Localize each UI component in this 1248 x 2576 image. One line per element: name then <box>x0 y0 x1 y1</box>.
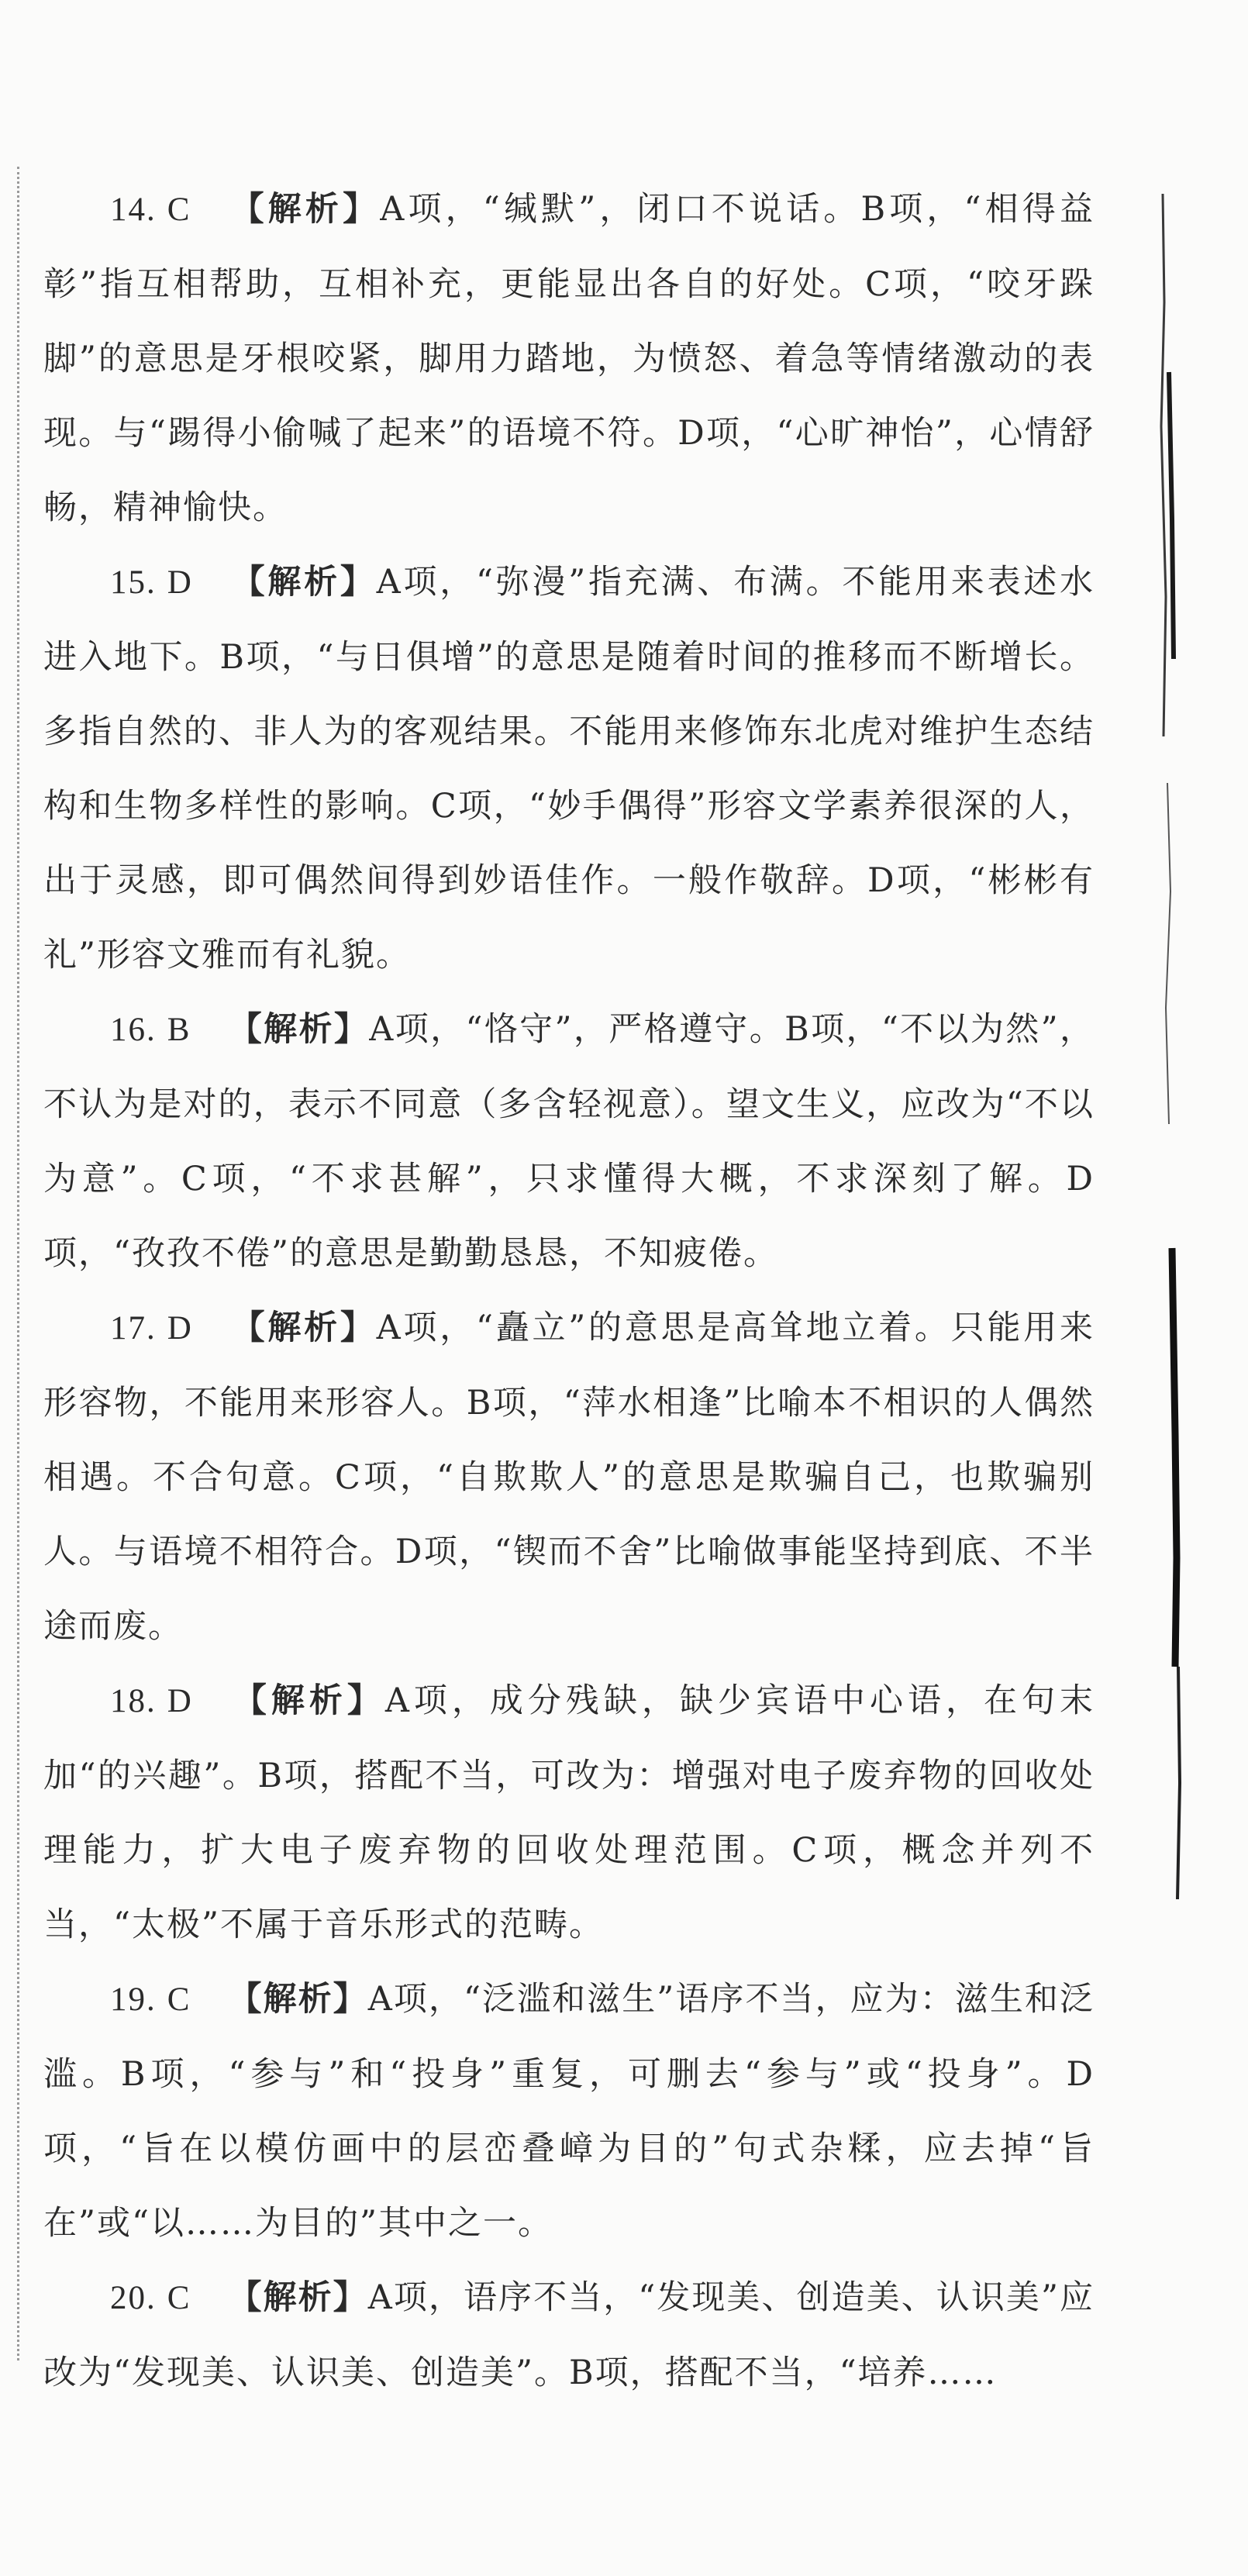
answer-letter: B <box>167 1012 191 1048</box>
answer-letter: D <box>167 564 193 601</box>
entry-18 <box>43 1664 1095 1962</box>
explanation-text: A项，成分残缺，缺少宾语中心语，在句末加“的兴趣”。B项，搭配不当，可改为：增强对电子废弃物的回收处理能力，扩大电子废弃物的回收处理范围。C项，概念并列不当，“太极”不属于音乐形式的范畴。 <box>43 1681 1095 1944</box>
answer-letter: D <box>167 1310 193 1347</box>
explanation-text: A项，“矗立”的意思是高耸地立着。只能用来形容物，不能用来形容人。B项，“萍水相逢”比喻本不相识的人偶然相遇。不合句意。C项，“自欺欺人”的意思是欺骗自己，也欺骗别人。与语境不相符合。D项，“锲而不舍”比喻做事能坚持到底、不半途而废。 <box>43 1309 1095 1646</box>
entry-14 <box>43 172 1095 545</box>
question-number: 17. <box>110 1310 157 1347</box>
explanation-text: A项，“缄默”，闭口不说话。B项，“相得益彰”指互相帮助，互相补充，更能显出各自的好处。C项，“咬牙跺脚”的意思是牙根咬紧，脚用力踏地，为愤怒、着急等情绪激动的表现。与“踢得小偷喊了起来”的语境不符。D项，“心旷神怡”，心情舒畅，精神愉快。 <box>43 190 1095 527</box>
question-number: 18. <box>110 1683 157 1719</box>
scan-edge-artifact <box>1157 194 1188 1977</box>
analysis-tag: 【解析】 <box>228 190 381 229</box>
question-number: 14. <box>110 191 157 228</box>
question-number: 20. <box>110 2280 157 2316</box>
answer-explanations <box>43 172 1095 2410</box>
entry-19 <box>43 1962 1095 2260</box>
explanation-text: A项，语序不当，“发现美、创造美、认识美”应改为“发现美、认识美、创造美”。B项，搭配不当，“培养…… <box>43 2278 1095 2392</box>
explanation-text: A项，“泛滥和滋生”语序不当，应为：滋生和泛滥。B项，“参与”和“投身”重复，可删去“参与”或“投身”。D项，“旨在以模仿画中的层峦叠嶂为目的”句式杂糅，应去掉“旨在”或“以……为目的”其中之一。 <box>43 1980 1095 2243</box>
answer-letter: C <box>167 191 191 228</box>
analysis-tag: 【解析】 <box>229 1681 385 1720</box>
analysis-tag: 【解析】 <box>228 1010 370 1049</box>
question-number: 15. <box>110 564 157 601</box>
explanation-text: A项，“恪守”，严格遵守。B项，“不以为然”，不认为是对的，表示不同意（多含轻视意）。望文生义，应改为“不以为意”。C项，“不求甚解”，只求懂得大概，不求深刻了解。D项，“孜孜不倦”的意思是勤勤恳恳，不知疲倦。 <box>43 1010 1095 1273</box>
binding-margin-line <box>17 167 19 2360</box>
explanation-text: A项，“弥漫”指充满、布满。不能用来表述水进入地下。B项，“与日俱增”的意思是随着时间的推移而不断增长。多指自然的、非人为的客观结果。不能用来修饰东北虎对维护生态结构和生物多样性的影响。C项，“妙手偶得”形容文学素养很深的人，出于灵感，即可偶然间得到妙语佳作。一般作敬辞。D项，“彬彬有礼”形容文雅而有礼貌。 <box>43 563 1095 974</box>
entry-17 <box>43 1291 1095 1664</box>
analysis-tag: 【解析】 <box>229 563 377 602</box>
answer-letter: C <box>167 2280 191 2316</box>
question-number: 16. <box>110 1012 157 1048</box>
entry-16 <box>43 992 1095 1291</box>
answer-letter: D <box>167 1683 193 1719</box>
answer-letter: C <box>167 1981 191 2018</box>
analysis-tag: 【解析】 <box>229 1309 377 1347</box>
entry-20 <box>43 2260 1095 2410</box>
analysis-tag: 【解析】 <box>228 2278 368 2317</box>
entry-15 <box>43 545 1095 992</box>
question-number: 19. <box>110 1981 157 2018</box>
analysis-tag: 【解析】 <box>228 1980 368 2019</box>
